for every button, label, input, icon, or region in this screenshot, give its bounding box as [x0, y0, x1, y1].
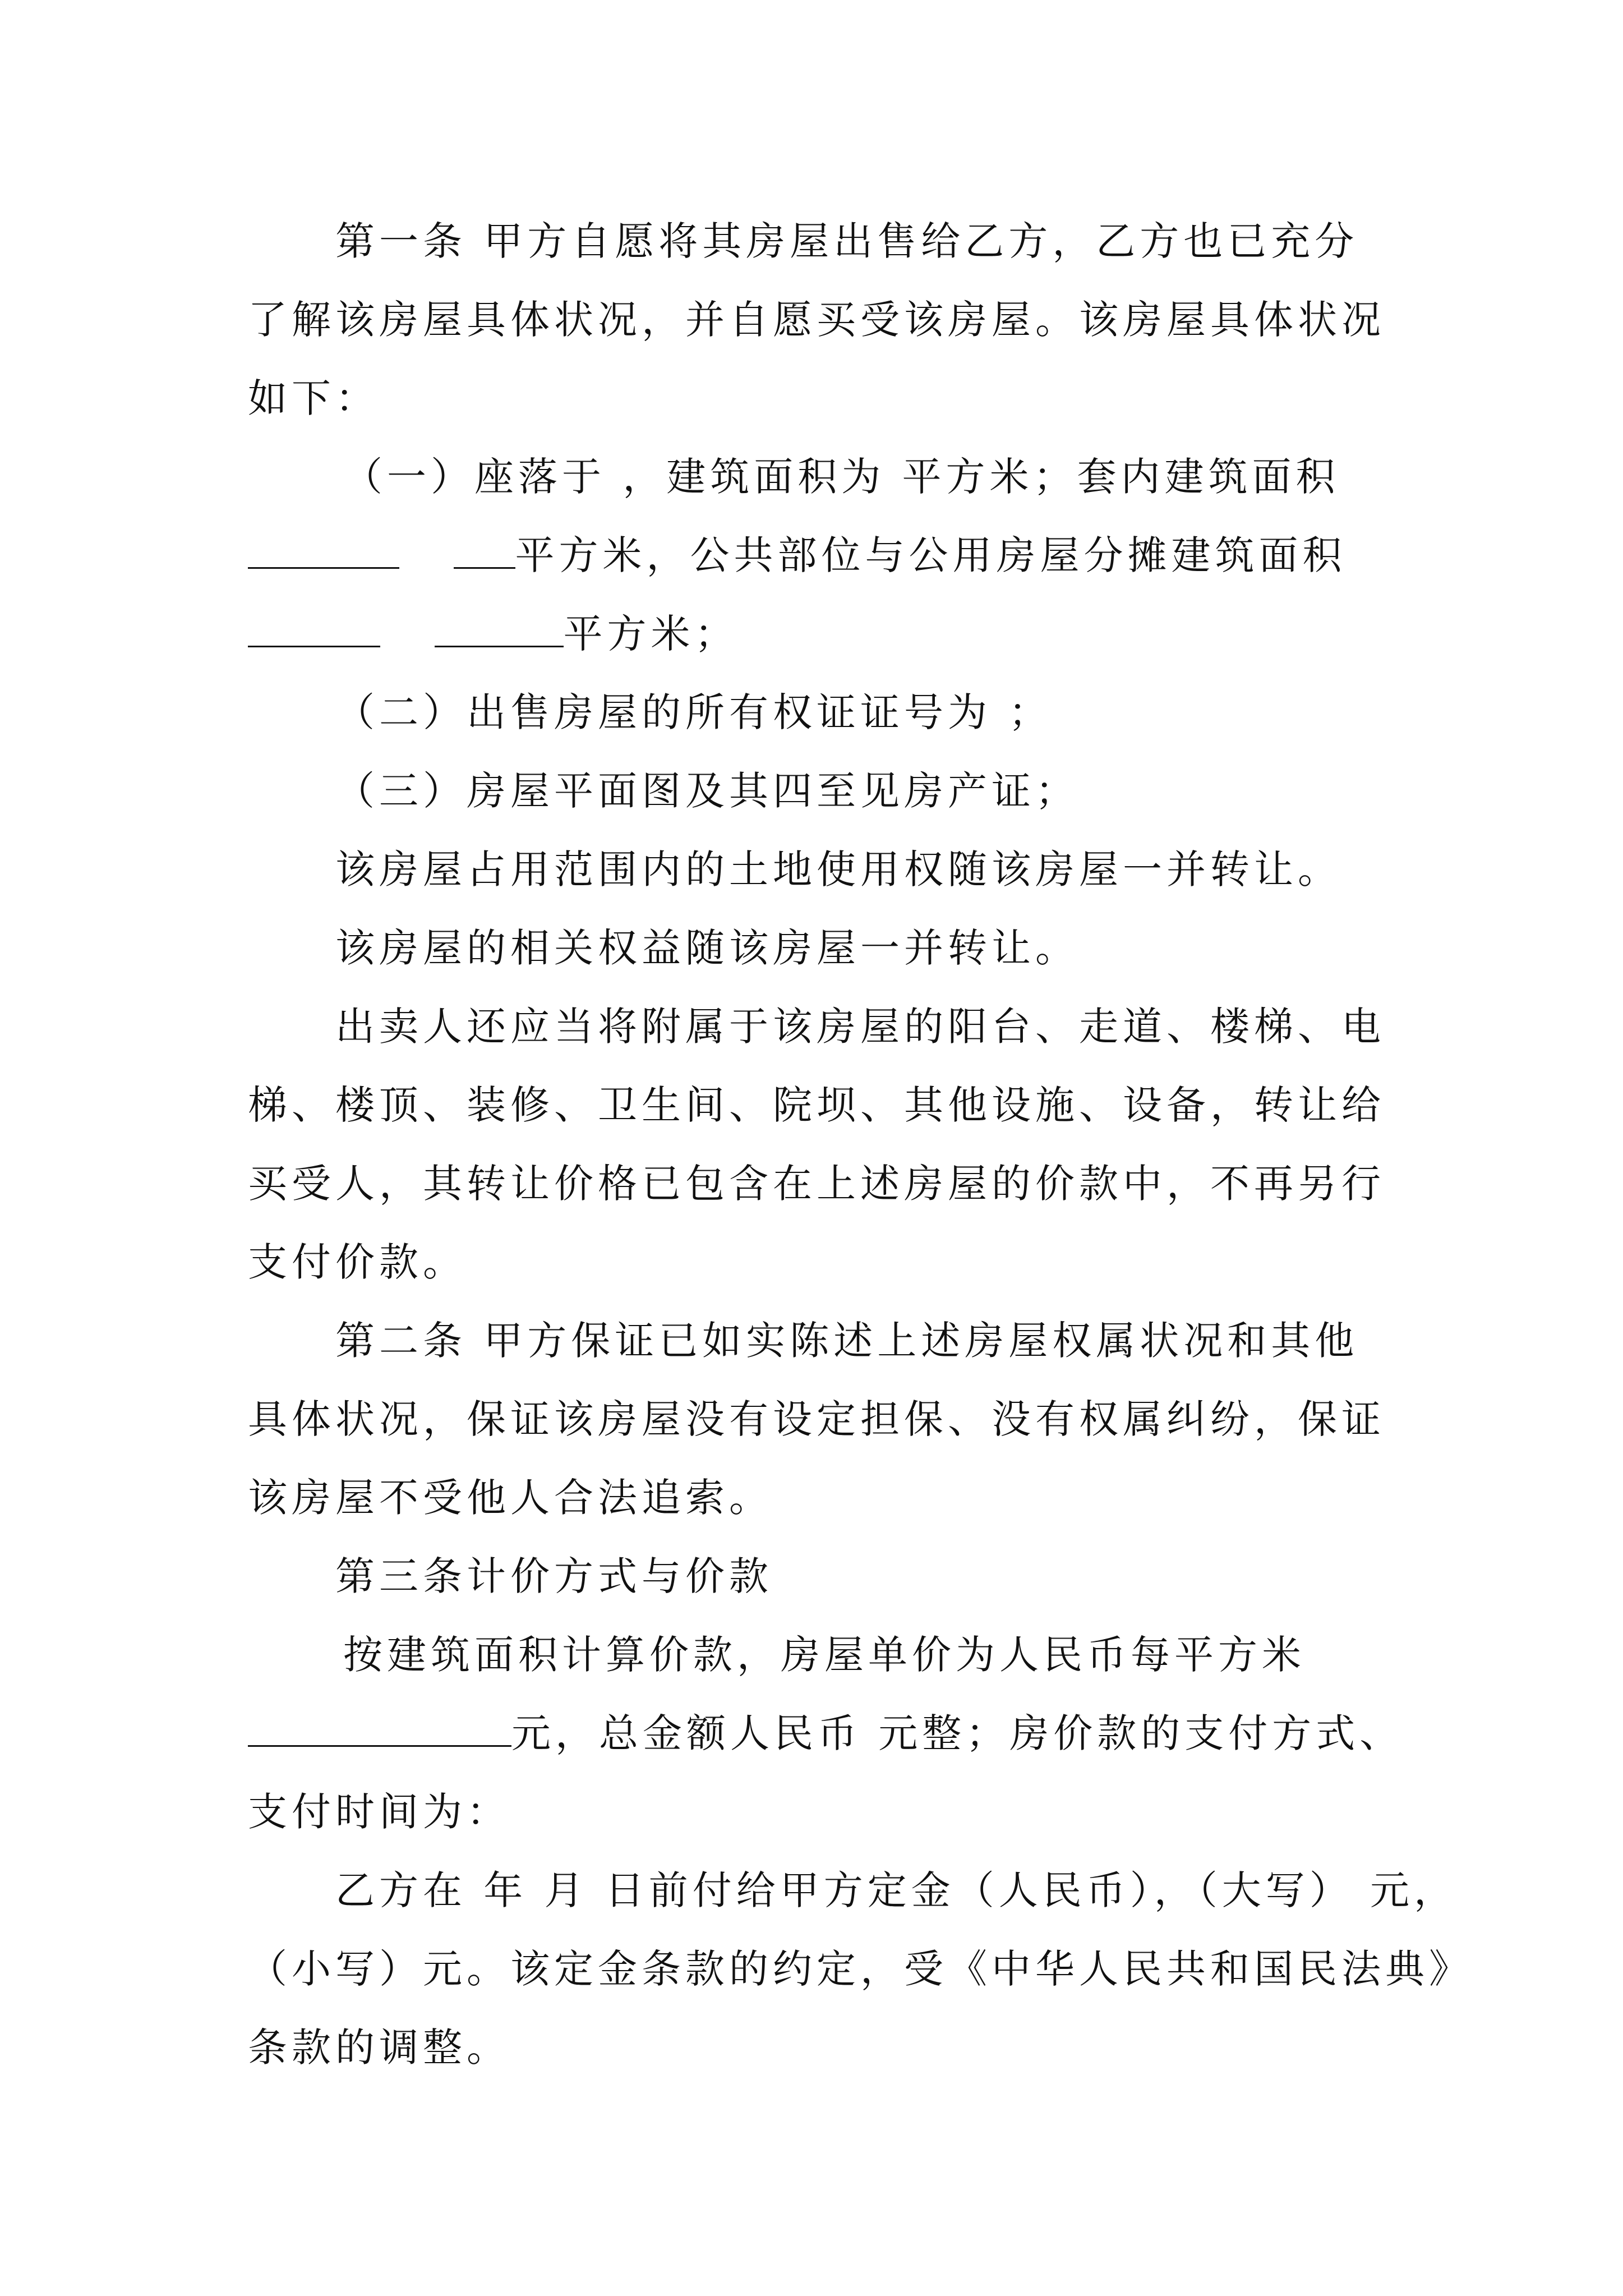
blank-field[interactable]	[248, 606, 380, 647]
clause-3-heading: 第三条计价方式与价款	[335, 1553, 773, 1599]
land-use-right-paragraph: 该房屋占用范围内的土地使用权随该房屋一并转让。	[335, 846, 1341, 892]
clause-2-line-2: 具体状况，保证该房屋没有设定担保、没有权属纠纷，保证	[248, 1396, 1385, 1442]
price-line-2: 元，总金额人民币 元整；房价款的支付方式、	[248, 1705, 1414, 1761]
attachment-line-2: 梯、楼顶、装修、卫生间、院坝、其他设施、设备，转让给	[248, 1082, 1385, 1128]
clause-2-line-3: 该房屋不受他人合法追索。	[248, 1475, 773, 1521]
related-rights-paragraph: 该房屋的相关权益随该房屋一并转让。	[335, 925, 1079, 971]
blank-field[interactable]	[454, 528, 515, 569]
clause-1-line-1: 第一条 甲方自愿将其房屋出售给乙方，乙方也已充分	[335, 218, 1359, 264]
attachment-line-4: 支付价款。	[248, 1239, 467, 1285]
attachment-line-3: 买受人，其转让价格已包含在上述房屋的价款中，不再另行	[248, 1161, 1385, 1207]
price-line-3: 支付时间为：	[248, 1789, 510, 1835]
clause-1-line-2: 了解该房屋具体状况，并自愿买受该房屋。该房屋具体状况	[248, 297, 1385, 343]
blank-field[interactable]	[435, 606, 564, 647]
deposit-line-2: （小写）元。该定金条款的约定，受《中华人民共和国民法典》	[248, 1946, 1473, 1992]
clause-1-line-3: 如下：	[248, 375, 379, 421]
item-1-line-1: （一）座落于 ，建筑面积为 平方米；套内建筑面积	[343, 454, 1340, 500]
item-2: （二）出售房屋的所有权证证号为 ；	[335, 689, 1053, 735]
price-line-1: 按建筑面积计算价款，房屋单价为人民币每平方米	[343, 1632, 1306, 1678]
deposit-line-1: 乙方在 年 月 日前付给甲方定金（人民币），（大写） 元，	[335, 1867, 1458, 1913]
attachment-line-1: 出卖人还应当将附属于该房屋的阳台、走道、楼梯、电	[335, 1004, 1385, 1050]
blank-field[interactable]	[248, 1706, 511, 1747]
item-3: （三）房屋平面图及其四至见房产证；	[335, 768, 1079, 814]
item-1-line-3: 平方米；	[248, 606, 1414, 662]
clause-2-line-1: 第二条 甲方保证已如实陈述上述房屋权属状况和其他	[335, 1318, 1359, 1364]
item-1-line-2: 平方米，公共部位与公用房屋分摊建筑面积	[248, 527, 1414, 583]
blank-field[interactable]	[248, 528, 399, 569]
deposit-line-3: 条款的调整。	[248, 2024, 510, 2070]
